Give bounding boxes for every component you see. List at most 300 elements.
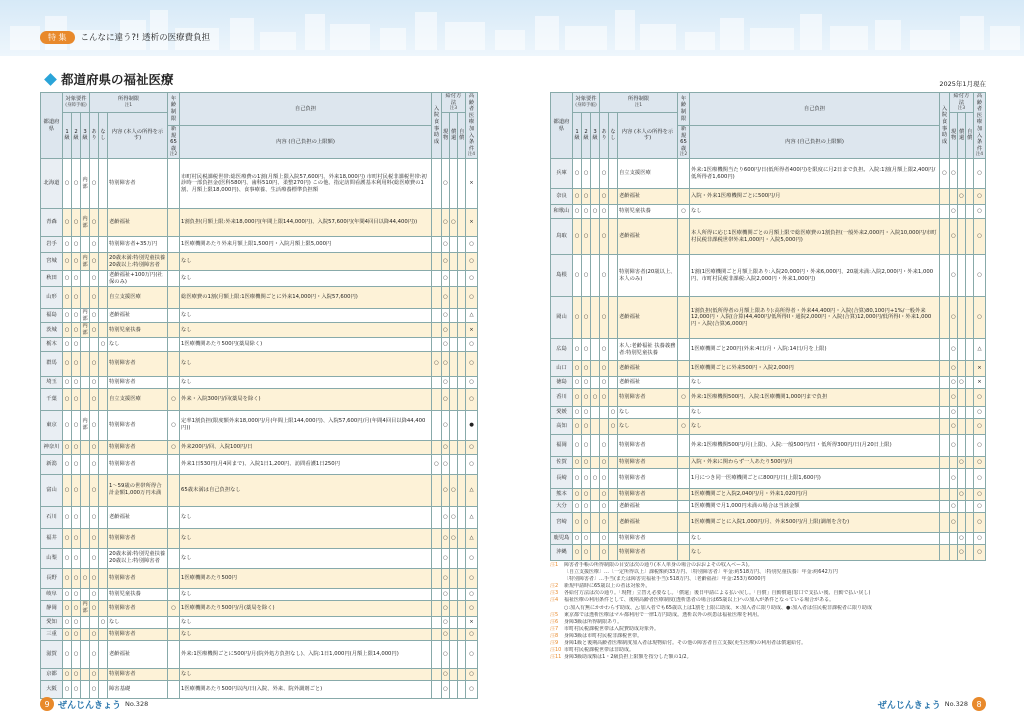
jiko-cell bbox=[457, 474, 465, 506]
copay-cell: 1医療機関で月1,000円未満の場合は当該金額 bbox=[690, 501, 940, 513]
table-row bbox=[551, 205, 986, 219]
genbutsu-cell: ○ bbox=[441, 680, 449, 698]
income-content-cell: 特別障害者 bbox=[108, 440, 168, 454]
new65-cell: ○ bbox=[168, 440, 180, 454]
as-of-date: 2025年1月現在 bbox=[939, 80, 986, 88]
genbutsu-cell: ○ bbox=[441, 388, 449, 410]
shokan-cell bbox=[449, 440, 457, 454]
pref-cell: 福井 bbox=[41, 528, 63, 548]
grade1-cell: ○ bbox=[63, 237, 72, 253]
grade2-cell: ○ bbox=[582, 219, 591, 255]
col-header-new65 bbox=[678, 126, 690, 159]
pref-cell: 埼玉 bbox=[41, 376, 63, 388]
grade1-cell: ○ bbox=[573, 489, 582, 501]
meal-cell bbox=[939, 361, 949, 377]
footnote-text: 〔自立支援医療〕…〔一定所得以上〕課税額約33万円、〔特別障害者〕年金:約518万円、〔特別児童扶養〕年金:約642万円 bbox=[564, 569, 838, 576]
jiko-cell bbox=[965, 205, 973, 219]
jiko-cell bbox=[457, 668, 465, 680]
col-header-genbutsu: 現物 bbox=[949, 112, 957, 158]
col-header-elderly bbox=[466, 93, 478, 159]
pref-cell: 熊本 bbox=[551, 489, 573, 501]
income-nashi-cell bbox=[99, 474, 108, 506]
income-ari-cell bbox=[600, 419, 609, 435]
grade2-cell: ○ bbox=[582, 435, 591, 457]
income-content-cell: 特別障害者 bbox=[618, 435, 678, 457]
genbutsu-cell: ○ bbox=[949, 419, 957, 435]
col-header-income bbox=[600, 93, 678, 113]
genbutsu-cell: ○ bbox=[441, 668, 449, 680]
income-ari-cell: ○ bbox=[90, 159, 99, 209]
grade3-cell bbox=[591, 419, 600, 435]
table-row bbox=[551, 545, 986, 561]
jiko-cell bbox=[965, 297, 973, 339]
table-row bbox=[41, 474, 478, 506]
shokan-cell bbox=[449, 410, 457, 440]
income-nashi-cell bbox=[99, 454, 108, 474]
income-nashi-cell bbox=[99, 528, 108, 548]
pref-cell: 奈良 bbox=[551, 189, 573, 205]
grade2-cell: ○ bbox=[72, 209, 81, 237]
jiko-cell bbox=[457, 323, 465, 337]
footnote-number: 注1 bbox=[550, 562, 559, 568]
new65-cell: ○ bbox=[678, 419, 690, 435]
genbutsu-cell bbox=[949, 489, 957, 501]
genbutsu-cell: ○ bbox=[441, 209, 449, 237]
shokan-cell bbox=[449, 668, 457, 680]
jiko-cell bbox=[457, 253, 465, 271]
feature-title: こんなに違う?! 透析の医療費負担 bbox=[80, 33, 211, 43]
genbutsu-cell: ○ bbox=[441, 640, 449, 668]
copay-cell: 1医療機関あたり500円 bbox=[180, 568, 432, 588]
grade2-cell: ○ bbox=[72, 588, 81, 600]
grade3-cell: 内部 bbox=[82, 601, 88, 615]
copay-cell: なし bbox=[180, 528, 432, 548]
grade1-cell: ○ bbox=[63, 506, 72, 528]
grade3-cell bbox=[81, 616, 90, 628]
genbutsu-cell: ○ bbox=[949, 361, 957, 377]
table-row bbox=[41, 271, 478, 287]
meal-cell bbox=[431, 588, 441, 600]
pref-cell: 愛媛 bbox=[551, 407, 573, 419]
meal-cell bbox=[939, 457, 949, 469]
income-content-cell: 特別児童扶養 bbox=[618, 205, 678, 219]
footnote-line bbox=[550, 619, 990, 626]
col-header-new65 bbox=[168, 126, 180, 159]
table-row bbox=[41, 548, 478, 568]
copay-cell: 外来:1医療機関ごとに500円/月(院外処方負担なし)、入院:1日1,000円(月額上限14,000円) bbox=[180, 640, 432, 668]
grade3-cell bbox=[81, 506, 90, 528]
new65-cell: ○ bbox=[678, 205, 690, 219]
new65-cell bbox=[168, 323, 180, 337]
income-nashi-cell bbox=[609, 255, 618, 297]
col-header-jiko: 自償 bbox=[965, 112, 973, 158]
jiko-cell bbox=[457, 209, 465, 237]
footnote-line bbox=[550, 576, 990, 583]
footnote-line bbox=[550, 633, 990, 640]
grade1-cell: ○ bbox=[63, 410, 72, 440]
shokan-cell bbox=[957, 361, 965, 377]
shokan-cell bbox=[449, 600, 457, 616]
genbutsu-cell: ○ bbox=[441, 588, 449, 600]
genbutsu-cell bbox=[949, 545, 957, 561]
jiko-cell bbox=[457, 506, 465, 528]
copay-cell: 外来:1医療機関当たり600円/日(低所得者400円)を限度に月2日まで負担。入院:1割(月額上限2,400円/低所得者1,600円) bbox=[690, 159, 940, 189]
jiko-cell bbox=[965, 189, 973, 205]
income-content-cell: 障害基礎 bbox=[108, 680, 168, 698]
income-ari-cell: ○ bbox=[90, 309, 99, 323]
jiko-cell bbox=[965, 513, 973, 533]
meal-cell bbox=[431, 568, 441, 588]
jiko-cell bbox=[965, 159, 973, 189]
table-row bbox=[551, 419, 986, 435]
jiko-cell bbox=[965, 501, 973, 513]
grade3-cell bbox=[591, 159, 600, 189]
table-row bbox=[41, 616, 478, 628]
grade1-cell: ○ bbox=[63, 253, 72, 271]
genbutsu-cell: ○ bbox=[441, 323, 449, 337]
pref-cell: 大分 bbox=[551, 501, 573, 513]
pref-cell: 大阪 bbox=[41, 680, 63, 698]
pref-cell: 長野 bbox=[41, 568, 63, 588]
income-nashi-cell: ○ bbox=[609, 407, 618, 419]
pref-cell: 静岡 bbox=[41, 600, 63, 616]
grade3-cell bbox=[81, 237, 90, 253]
new65-cell bbox=[678, 469, 690, 489]
col-header-income-content: 内容 (本人の所得を示す) bbox=[108, 112, 168, 158]
jiko-cell bbox=[457, 588, 465, 600]
jiko-cell bbox=[965, 389, 973, 407]
genbutsu-cell bbox=[949, 457, 957, 469]
new65-cell bbox=[168, 287, 180, 309]
grade3-cell bbox=[591, 219, 600, 255]
pref-cell: 宮城 bbox=[41, 253, 63, 271]
income-nashi-cell bbox=[609, 501, 618, 513]
grade3-cell bbox=[591, 489, 600, 501]
income-content-cell: 特別障害者 bbox=[618, 489, 678, 501]
table-row bbox=[41, 287, 478, 309]
shokan-cell bbox=[957, 389, 965, 407]
income-ari-cell: ○ bbox=[600, 361, 609, 377]
income-ari-cell: ○ bbox=[90, 640, 99, 668]
copay-cell: なし bbox=[180, 351, 432, 376]
grade3-cell: ○ bbox=[591, 389, 600, 407]
footnote-number: 注9 bbox=[550, 640, 559, 647]
income-content-cell: 特別障害者 bbox=[108, 600, 168, 616]
grade3-cell bbox=[591, 255, 600, 297]
genbutsu-cell: ○ bbox=[949, 389, 957, 407]
grade2-cell: ○ bbox=[72, 616, 81, 628]
col-header-copay-detail: 内容 (自己負担の上限額) bbox=[690, 126, 940, 159]
table-row bbox=[41, 376, 478, 388]
meal-cell bbox=[431, 680, 441, 698]
elderly-cell: ○ bbox=[466, 548, 478, 568]
grade2-cell: ○ bbox=[72, 680, 81, 698]
meal-cell bbox=[939, 377, 949, 389]
income-note: 注1 bbox=[634, 102, 643, 108]
grade1-cell: ○ bbox=[573, 255, 582, 297]
grade3-cell bbox=[591, 407, 600, 419]
shokan-cell: ○ bbox=[449, 474, 457, 506]
meal-cell bbox=[431, 237, 441, 253]
jiko-cell bbox=[457, 628, 465, 640]
new65-cell bbox=[168, 528, 180, 548]
income-ari-cell: ○ bbox=[600, 457, 609, 469]
grade3-cell bbox=[591, 533, 600, 545]
income-ari-cell bbox=[600, 407, 609, 419]
grade2-cell: ○ bbox=[582, 205, 591, 219]
jiko-cell bbox=[457, 309, 465, 323]
copay-cell: 1月につき同一医療機関ごとに800円/日(上限1,600円) bbox=[690, 469, 940, 489]
table-row bbox=[41, 588, 478, 600]
jiko-cell bbox=[457, 440, 465, 454]
grade2-cell: ○ bbox=[72, 253, 81, 271]
copay-cell: 65歳未満は自己負担なし bbox=[180, 474, 432, 506]
income-content-cell: 1〜59歳の世帯所得合計金額1,000万円未満 bbox=[108, 474, 168, 506]
pref-cell: 神奈川 bbox=[41, 440, 63, 454]
shokan-cell: ○ bbox=[449, 506, 457, 528]
grade1-cell: ○ bbox=[573, 469, 582, 489]
pref-cell: 京都 bbox=[41, 668, 63, 680]
footer-right bbox=[874, 697, 986, 711]
income-ari-cell bbox=[90, 616, 99, 628]
income-ari-cell: ○ bbox=[90, 474, 99, 506]
new65-cell bbox=[678, 457, 690, 469]
table-row bbox=[41, 568, 478, 588]
shokan-cell bbox=[449, 159, 457, 209]
income-ari-cell: ○ bbox=[90, 454, 99, 474]
grade2-cell: ○ bbox=[72, 271, 81, 287]
shokan-cell bbox=[449, 388, 457, 410]
copay-cell: 1医療機関あたり500円/月(薬局を除く) bbox=[180, 600, 432, 616]
shokan-cell bbox=[449, 237, 457, 253]
new65-cell bbox=[168, 271, 180, 287]
col-header-copay: 自己負担 bbox=[690, 93, 940, 126]
income-content-cell: 特別障害者 bbox=[108, 410, 168, 440]
meal-cell bbox=[939, 489, 949, 501]
pref-cell: 岐阜 bbox=[41, 588, 63, 600]
income-nashi-cell bbox=[609, 189, 618, 205]
footnote-line bbox=[550, 640, 990, 647]
grade1-cell: ○ bbox=[573, 435, 582, 457]
grade2-cell: ○ bbox=[72, 454, 81, 474]
elderly-cell: ○ bbox=[974, 219, 986, 255]
shokan-cell bbox=[449, 337, 457, 351]
grade1-cell: ○ bbox=[63, 351, 72, 376]
footnote-text: 身障3級助成額は1・2級負担上限額を按分した額の1/2。 bbox=[564, 654, 692, 661]
shokan-cell bbox=[957, 297, 965, 339]
income-ari-cell: ○ bbox=[600, 533, 609, 545]
shokan-cell bbox=[957, 205, 965, 219]
shokan-cell: ○ bbox=[957, 457, 965, 469]
grade2-cell: ○ bbox=[72, 376, 81, 388]
col-header-income-content: 内容 (本人の所得を示す) bbox=[618, 112, 678, 158]
income-nashi-cell bbox=[609, 489, 618, 501]
pref-cell: 新潟 bbox=[41, 454, 63, 474]
elderly-cell: ○ bbox=[466, 376, 478, 388]
meal-cell bbox=[939, 513, 949, 533]
elderly-note: 注4 bbox=[467, 152, 476, 158]
new65-cell bbox=[168, 237, 180, 253]
grade1-cell: ○ bbox=[573, 189, 582, 205]
welfare-table-right bbox=[550, 92, 986, 561]
meal-cell bbox=[939, 435, 949, 457]
jiko-cell bbox=[457, 237, 465, 253]
income-nashi-cell bbox=[609, 457, 618, 469]
footnote-line bbox=[550, 612, 990, 619]
jiko-cell bbox=[457, 159, 465, 209]
grade3-cell bbox=[81, 474, 90, 506]
grade1-cell: ○ bbox=[63, 388, 72, 410]
footnote-number: 注6 bbox=[550, 618, 559, 625]
genbutsu-cell: ○ bbox=[441, 337, 449, 351]
grade2-cell: ○ bbox=[72, 337, 81, 351]
grade2-cell: ○ bbox=[72, 548, 81, 568]
elderly-cell: × bbox=[466, 209, 478, 237]
elderly-cell: ○ bbox=[466, 680, 478, 698]
income-nashi-cell bbox=[99, 548, 108, 568]
col-header-age: 年齢制限 bbox=[678, 93, 690, 126]
footnote-text: ○:加入有無にかかわらず助成、△:加入者でも65歳以上は1割を上限に助成、×:加入者に限り助成、●:加入者は住民税非課税者に限り助成 bbox=[564, 604, 873, 611]
new65-label: 新規65歳 bbox=[680, 126, 687, 152]
genbutsu-cell: ○ bbox=[441, 440, 449, 454]
grade3-cell bbox=[81, 680, 90, 698]
brand-logo: ぜんじんきょう bbox=[58, 700, 122, 711]
meal-cell bbox=[939, 205, 949, 219]
income-content-cell: 特別障害者 bbox=[108, 159, 168, 209]
income-ari-cell: ○ bbox=[600, 255, 609, 297]
elderly-label: 高齢者医療加入条件 bbox=[976, 93, 983, 152]
income-ari-cell: ○ bbox=[90, 237, 99, 253]
issue-number: No.328 bbox=[125, 700, 149, 708]
new65-cell bbox=[168, 159, 180, 209]
meal-cell bbox=[939, 389, 949, 407]
grade2-cell: ○ bbox=[582, 297, 591, 339]
grade3-cell bbox=[591, 297, 600, 339]
col-header-ari: あり bbox=[600, 112, 609, 158]
meal-cell bbox=[431, 440, 441, 454]
shokan-cell bbox=[449, 287, 457, 309]
grade1-cell: ○ bbox=[63, 600, 72, 616]
elderly-cell: × bbox=[974, 377, 986, 389]
income-content-cell: 老齢福祉 bbox=[618, 219, 678, 255]
table-row bbox=[41, 680, 478, 698]
grade1-cell: ○ bbox=[573, 457, 582, 469]
grade2-cell: ○ bbox=[72, 600, 81, 616]
shokan-cell bbox=[449, 253, 457, 271]
table-row bbox=[41, 337, 478, 351]
income-nashi-cell bbox=[99, 237, 108, 253]
genbutsu-cell: ○ bbox=[949, 435, 957, 457]
pref-cell: 山形 bbox=[41, 287, 63, 309]
grade3-cell bbox=[591, 545, 600, 561]
table-row bbox=[551, 513, 986, 533]
income-nashi-cell bbox=[99, 287, 108, 309]
income-content-cell: 老齢福祉 bbox=[618, 189, 678, 205]
new65-cell bbox=[168, 628, 180, 640]
footnote-line bbox=[550, 654, 990, 661]
pref-cell: 長崎 bbox=[551, 469, 573, 489]
grade3-cell bbox=[591, 435, 600, 457]
table-row bbox=[41, 528, 478, 548]
meal-cell bbox=[431, 616, 441, 628]
col-header-grade3: 3級 bbox=[591, 112, 600, 158]
genbutsu-cell: ○ bbox=[441, 628, 449, 640]
footnote-number: 注11 bbox=[550, 654, 562, 661]
copay-cell: なし bbox=[180, 323, 432, 337]
copay-cell: 入院・外来1医療機関ごとに500円/月 bbox=[690, 189, 940, 205]
pref-cell: 東京 bbox=[41, 410, 63, 440]
elderly-cell: ○ bbox=[974, 545, 986, 561]
income-ari-cell: ○ bbox=[600, 297, 609, 339]
copay-cell: 外来・入院300円/回(薬局を除く) bbox=[180, 388, 432, 410]
new65-cell bbox=[168, 474, 180, 506]
col-header-grade2: 2級 bbox=[582, 112, 591, 158]
genbutsu-cell: ○ bbox=[441, 271, 449, 287]
new65-cell: ○ bbox=[168, 410, 180, 440]
footnote-text: 福祉医療の利用条件として、後期高齢者医療制度(透析患者の場合は65歳以上)への加入が条件となっている場合がある。 bbox=[564, 597, 835, 604]
grade1-cell: ○ bbox=[63, 680, 72, 698]
income-nashi-cell: ○ bbox=[99, 337, 108, 351]
meal-cell bbox=[939, 469, 949, 489]
requirement-label: 対象要件 bbox=[65, 96, 87, 103]
jiko-cell bbox=[457, 337, 465, 351]
income-content-cell: 特別障害者+35万円 bbox=[108, 237, 168, 253]
grade3-cell bbox=[591, 189, 600, 205]
footnote-line bbox=[550, 590, 990, 597]
meal-cell bbox=[939, 297, 949, 339]
table-row bbox=[41, 209, 478, 237]
requirement-sub: (身障手帳) bbox=[65, 102, 87, 108]
footnote-text: 新規申請時に65歳以上の者は対象外。 bbox=[564, 583, 651, 590]
income-content-cell: 老齢福祉 bbox=[618, 297, 678, 339]
shokan-cell: ○ bbox=[957, 545, 965, 561]
jiko-cell bbox=[965, 489, 973, 501]
copay-cell: なし bbox=[690, 533, 940, 545]
meal-cell bbox=[431, 548, 441, 568]
table-row bbox=[551, 255, 986, 297]
elderly-cell: ○ bbox=[466, 271, 478, 287]
income-ari-cell: ○ bbox=[600, 189, 609, 205]
pref-cell: 兵庫 bbox=[551, 159, 573, 189]
table-row bbox=[551, 533, 986, 545]
copay-cell: 1割負担(月額上限:外来18,000円(年間上限144,000円)、入院57,600円(年間4回目以降44,400円)) bbox=[180, 209, 432, 237]
grade1-cell: ○ bbox=[573, 545, 582, 561]
grade3-cell: 内部 bbox=[81, 410, 90, 440]
copay-cell: なし bbox=[180, 271, 432, 287]
footnote-line bbox=[550, 605, 990, 612]
elderly-cell: ○ bbox=[466, 628, 478, 640]
grade1-cell: ○ bbox=[63, 159, 72, 209]
income-content-cell: 特別障害者 bbox=[108, 454, 168, 474]
copay-cell: なし bbox=[180, 628, 432, 640]
genbutsu-cell: ○ bbox=[441, 309, 449, 323]
table-row bbox=[551, 389, 986, 407]
genbutsu-cell bbox=[949, 533, 957, 545]
grade2-cell: ○ bbox=[582, 407, 591, 419]
footnote-text: 障害者手帳の所得制限の目安は次の通り(本人単身の場合のおおよその収入ベース)。 bbox=[564, 562, 753, 568]
income-content-cell: なし bbox=[618, 419, 678, 435]
table-row bbox=[41, 410, 478, 440]
income-content-cell: 特別障害者 bbox=[618, 545, 678, 561]
grade1-cell: ○ bbox=[573, 219, 582, 255]
issue-number: No.328 bbox=[944, 700, 968, 708]
income-nashi-cell bbox=[99, 506, 108, 528]
pref-cell: 和歌山 bbox=[551, 205, 573, 219]
jiko-cell bbox=[457, 680, 465, 698]
table-row bbox=[41, 600, 478, 616]
footnote-text: 〔特別障害者〕…手当(または障害児福祉手当):518万円、〔老齢福祉〕年金:253万6000円 bbox=[564, 576, 766, 583]
copay-cell: なし bbox=[180, 253, 432, 271]
